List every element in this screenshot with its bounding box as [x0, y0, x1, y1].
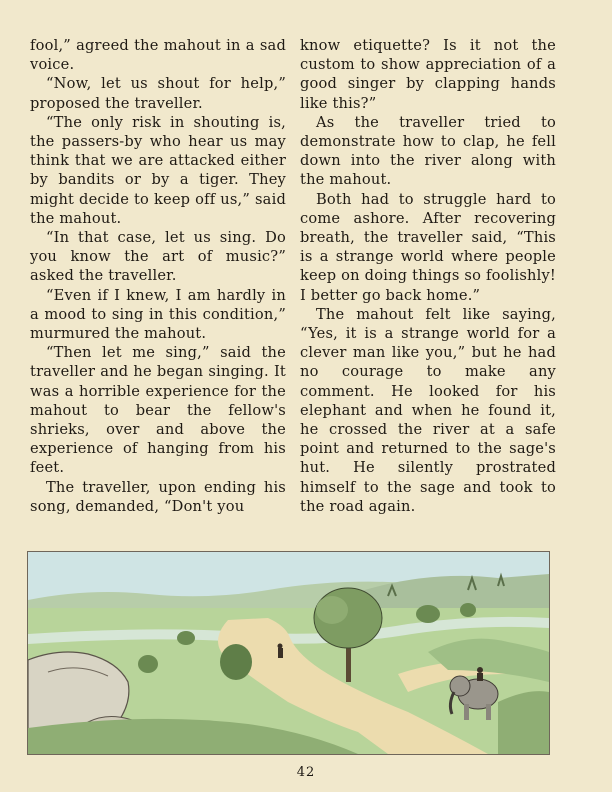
bush — [220, 644, 252, 680]
left-text-column — [30, 36, 286, 516]
elephant-leg — [464, 704, 469, 720]
elephant-leg — [486, 704, 491, 720]
bush — [416, 605, 440, 623]
bush — [138, 655, 158, 673]
paragraph: “Now, let us shout for help,” proposed the traveller. — [30, 75, 286, 112]
paragraph: The mahout felt like saying, “Yes, it is a strange world for a clever man like you,” but he had no courage to make any comment. He looked for his elephant and when he found it, he crossed the river at a safe point and returned to the sage's hut. He silently prostrated himself to the sage and took to the road again. — [300, 305, 556, 515]
tree-canopy-highlight — [316, 596, 348, 624]
paragraph: “The only risk in shouting is, the passers-by who hear us may think that we are attacked either by bandits or by a tiger. They might decide to keep off us,” said the mahout. — [30, 113, 286, 227]
landscape-illustration — [27, 551, 550, 755]
paragraph: know etiquette? Is it not the custom to show appreciation of a good singer by clapping hands like this?” — [300, 37, 556, 112]
paragraph: As the traveller tried to demonstrate how to clap, he fell down into the river along with the mahout. — [300, 113, 556, 189]
right-text-column — [300, 36, 556, 516]
paragraph: fool,” agreed the mahout in a sad voice. — [30, 37, 286, 74]
mahout-body — [477, 673, 483, 681]
paragraph: Both had to struggle hard to come ashore. After recovering breath, the traveller said, “This is a strange world where people keep on doing things so foolishly! I better go back home.” — [300, 190, 556, 304]
paragraph: “Even if I knew, I am hardly in a mood to sing in this condition,” murmured the mahout. — [30, 286, 286, 343]
right-bushes — [498, 691, 549, 754]
bush — [177, 631, 195, 645]
traveller-body — [278, 648, 283, 658]
mahout-head — [477, 667, 483, 673]
paragraph: “Then let me sing,” said the traveller and he began singing. It was a horrible experience for the mahout to bear the fellow's shrieks, over and above the experience of hanging from his feet. — [30, 344, 286, 477]
landscape-drawing — [28, 552, 549, 754]
page-number: 42 — [296, 765, 316, 780]
traveller-head — [278, 644, 283, 649]
bush — [460, 603, 476, 617]
paragraph: The traveller, upon ending his song, demanded, “Don't you — [30, 478, 286, 515]
paragraph: “In that case, let us sing. Do you know the art of music?” asked the traveller. — [30, 229, 286, 285]
